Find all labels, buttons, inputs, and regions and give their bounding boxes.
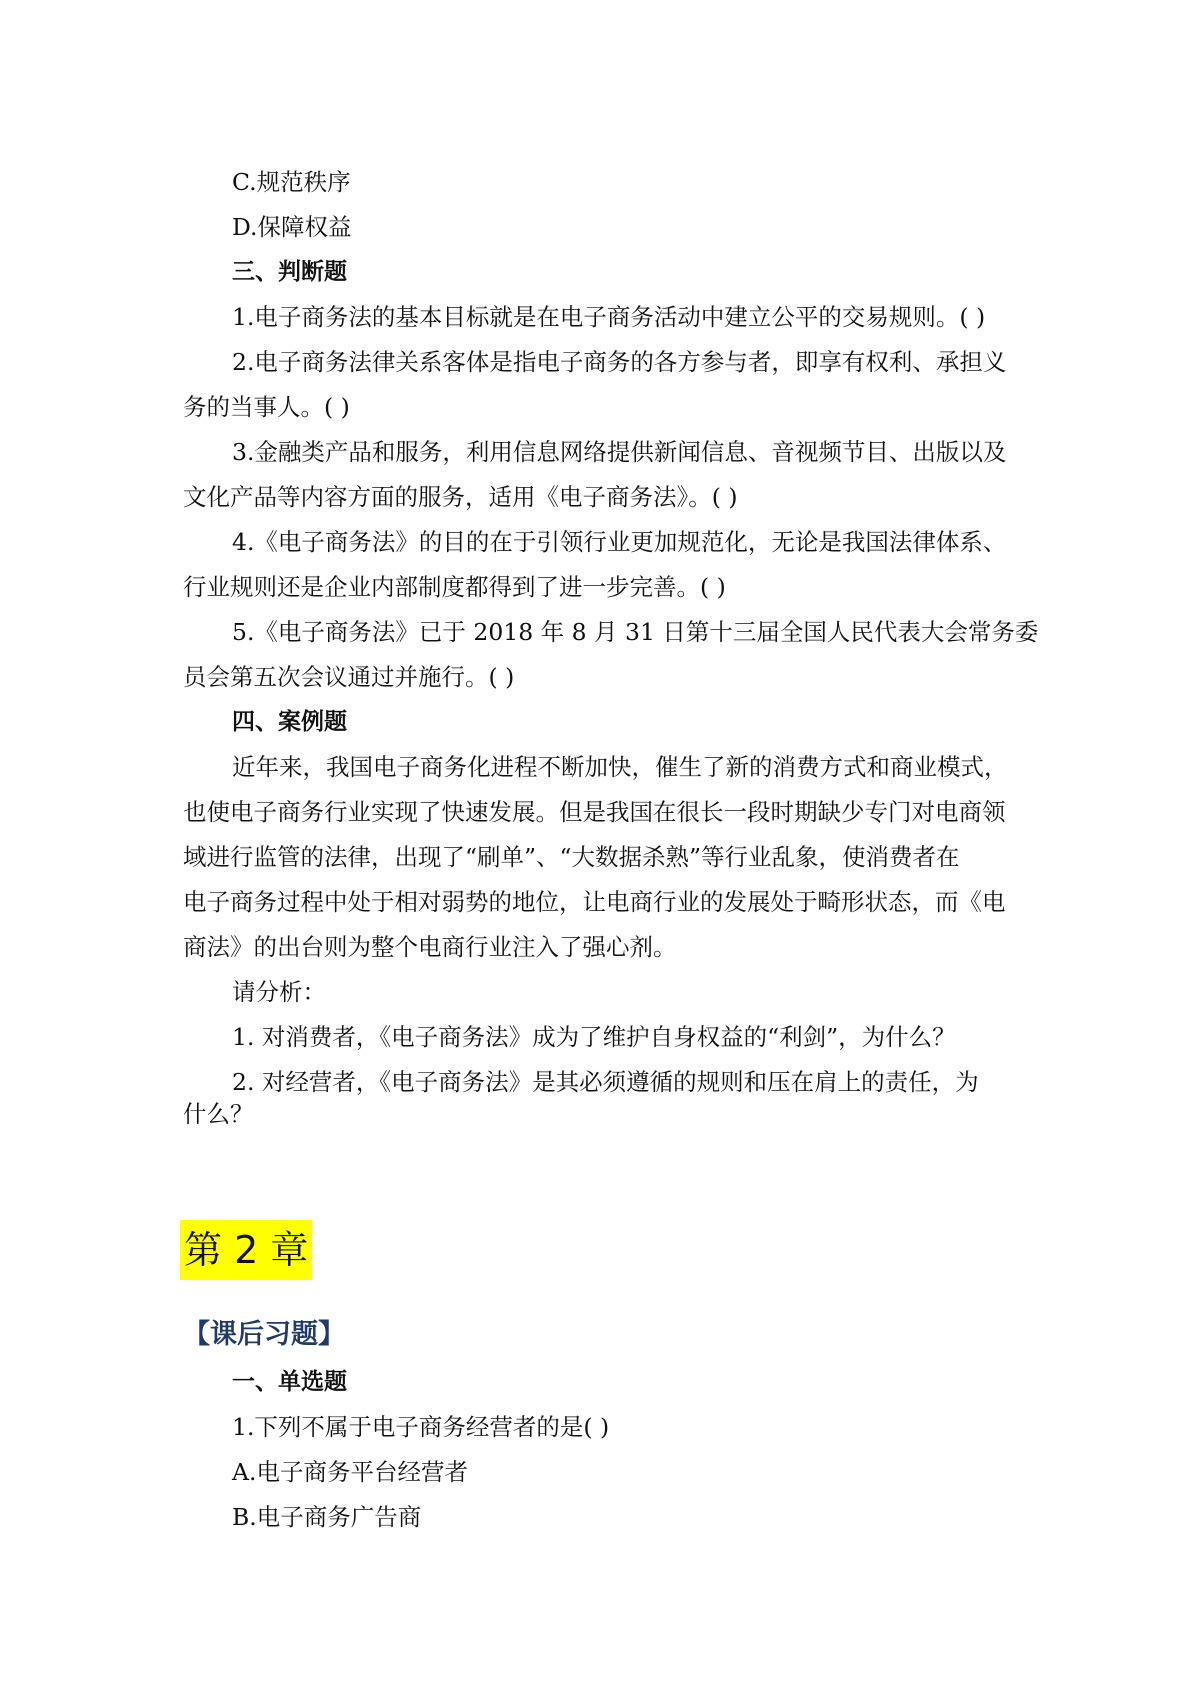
section-heading-case: 四、案例题: [232, 709, 347, 735]
chapter-heading: 第 2 章: [180, 1220, 312, 1280]
case-paragraph-line: 域进行监管的法律，出现了“刷单”、“大数据杀熟”等行业乱象，使消费者在: [183, 843, 960, 871]
exercises-heading: 【课后习题】: [183, 1319, 345, 1350]
question-2: 2.电子商务法律关系客体是指电子商务的各方参与者，即享有权利、承担义: [232, 348, 1007, 376]
option-a: A.电子商务平台经营者: [232, 1458, 468, 1486]
option-d: D.保障权益: [232, 213, 352, 241]
question-5-cont: 员会第五次会议通过并施行。( ): [183, 663, 515, 691]
question-2-cont: 务的当事人。( ): [183, 393, 350, 421]
question-4-cont: 行业规则还是企业内部制度都得到了进一步完善。( ): [183, 573, 726, 601]
mc-question-1: 1.下列不属于电子商务经营者的是( ): [232, 1413, 610, 1441]
question-1: 1.电子商务法的基本目标就是在电子商务活动中建立公平的交易规则。( ): [232, 303, 986, 331]
analysis-prompt: 请分析：: [232, 978, 326, 1006]
analysis-question-2-cont: 什么？: [183, 1100, 254, 1128]
section-heading-true-false: 三、判断题: [232, 259, 347, 285]
question-3-cont: 文化产品等内容方面的服务，适用《电子商务法》。( ): [183, 483, 738, 511]
case-paragraph-line: 也使电子商务行业实现了快速发展。但是我国在很长一段时期缺少专门对电商领: [183, 798, 1006, 826]
case-paragraph-line: 商法》的出台则为整个电商行业注入了强心剂。: [183, 933, 677, 961]
case-paragraph-line: 电子商务过程中处于相对弱势的地位，让电商行业的发展处于畸形状态，而《电: [183, 888, 1006, 916]
question-4: 4.《电子商务法》的目的在于引领行业更加规范化，无论是我国法律体系、: [232, 528, 1007, 556]
analysis-question-2: 2. 对经营者，《电子商务法》是其必须遵循的规则和压在肩上的责任，为: [232, 1068, 979, 1096]
question-5: 5.《电子商务法》已于 2018 年 8 月 31 日第十三届全国人民代表大会常务委: [232, 618, 1039, 646]
section-heading-single-choice: 一、单选题: [232, 1369, 347, 1395]
case-paragraph-line: 近年来，我国电子商务化进程不断加快，催生了新的消费方式和商业模式，: [232, 753, 1008, 781]
option-b: B.电子商务广告商: [232, 1503, 422, 1531]
question-3: 3.金融类产品和服务，利用信息网络提供新闻信息、音视频节目、出版以及: [232, 438, 1007, 466]
analysis-question-1: 1. 对消费者，《电子商务法》成为了维护自身权益的“利剑”，为什么？: [232, 1023, 956, 1051]
option-c: C.规范秩序: [232, 168, 351, 196]
